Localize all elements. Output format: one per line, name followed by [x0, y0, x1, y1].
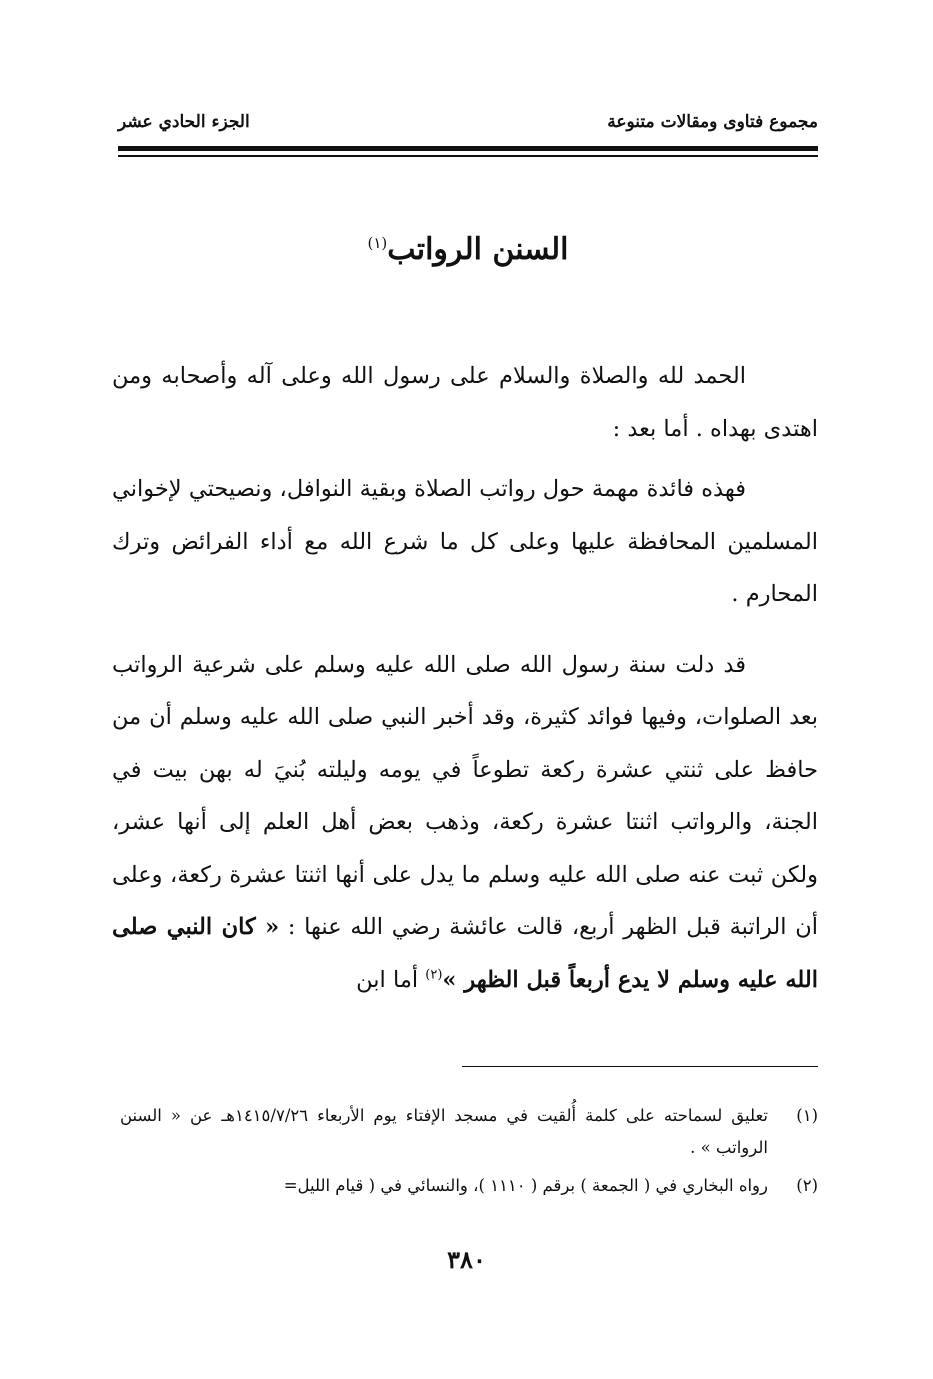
footnote-number: (١) — [796, 1106, 818, 1125]
footnote-text: رواه البخاري في ( الجمعة ) برقم ( ١١١٠ )، والنسائي في ( قيام الليل= — [283, 1176, 768, 1195]
footnote-number: (٢) — [796, 1176, 818, 1195]
hadith-quote: « كان النبي صلى الله عليه وسلم لا يدع أربعاً قبل الظهر » — [112, 914, 818, 993]
footnote-item — [120, 1100, 818, 1164]
header-rule-thin — [118, 155, 818, 157]
body-text — [112, 350, 818, 1006]
book-title: مجموع فتاوى ومقالات متنوعة — [607, 112, 818, 132]
title-footnote-marker: (١) — [367, 234, 388, 252]
paragraph-opening: الحمد لله والصلاة والسلام على رسول الله وعلى آله وأصحابه ومن اهتدى بهداه . أما بعد : — [112, 363, 818, 442]
footnote-text: تعليق لسماحته على كلمة أُلقيت في مسجد الإفتاء يوم الأربعاء ١٤١٥/٧/٢٦هـ عن « السنن الرواتب » . — [120, 1106, 769, 1157]
paragraph-advice: فهذه فائدة مهمة حول رواتب الصلاة وبقية النوافل، ونصيحتي لإخواني المسلمين المحافظة عليها وعلى كل ما شرع الله مع أداء الفرائض وترك المحارم . — [112, 476, 818, 607]
running-header — [118, 112, 818, 138]
article-title — [118, 232, 818, 267]
header-rule-thick — [118, 146, 818, 151]
article-title-text: السنن الرواتب — [387, 232, 569, 267]
paragraph-rawatib-text: قد دلت سنة رسول الله صلى الله عليه وسلم على شرعية الرواتب بعد الصلوات، وفيها فوائد كثيرة، وقد أخبر النبي صلى الله عليه وسلم أن من حافظ على ثنتي عشرة ركعة تطوعاً في يومه وليلته بُنيَ له بهن بيت في الجنة، والرواتب اثنتا عشرة ركعة، وذهب بعض أهل العلم إلى أنها عشر، ولكن ثبت عنه صلى الله عليه وسلم ما يدل على أنها اثنتا عشرة ركعة، وعلى أن الراتبة قبل الظهر أربع، قالت عائشة رضي الله عنها : — [112, 651, 818, 940]
hadith-footnote-marker: (٢) — [425, 967, 443, 982]
paragraph-rawatib — [112, 639, 818, 1007]
footnotes — [120, 1100, 818, 1202]
footnote-separator — [462, 1066, 818, 1067]
volume-label: الجزء الحادي عشر — [118, 112, 250, 132]
page-number: ٣٨٠ — [447, 1245, 486, 1274]
paragraph-rawatib-tail: أما ابن — [356, 966, 419, 993]
footnote-item — [120, 1170, 818, 1202]
